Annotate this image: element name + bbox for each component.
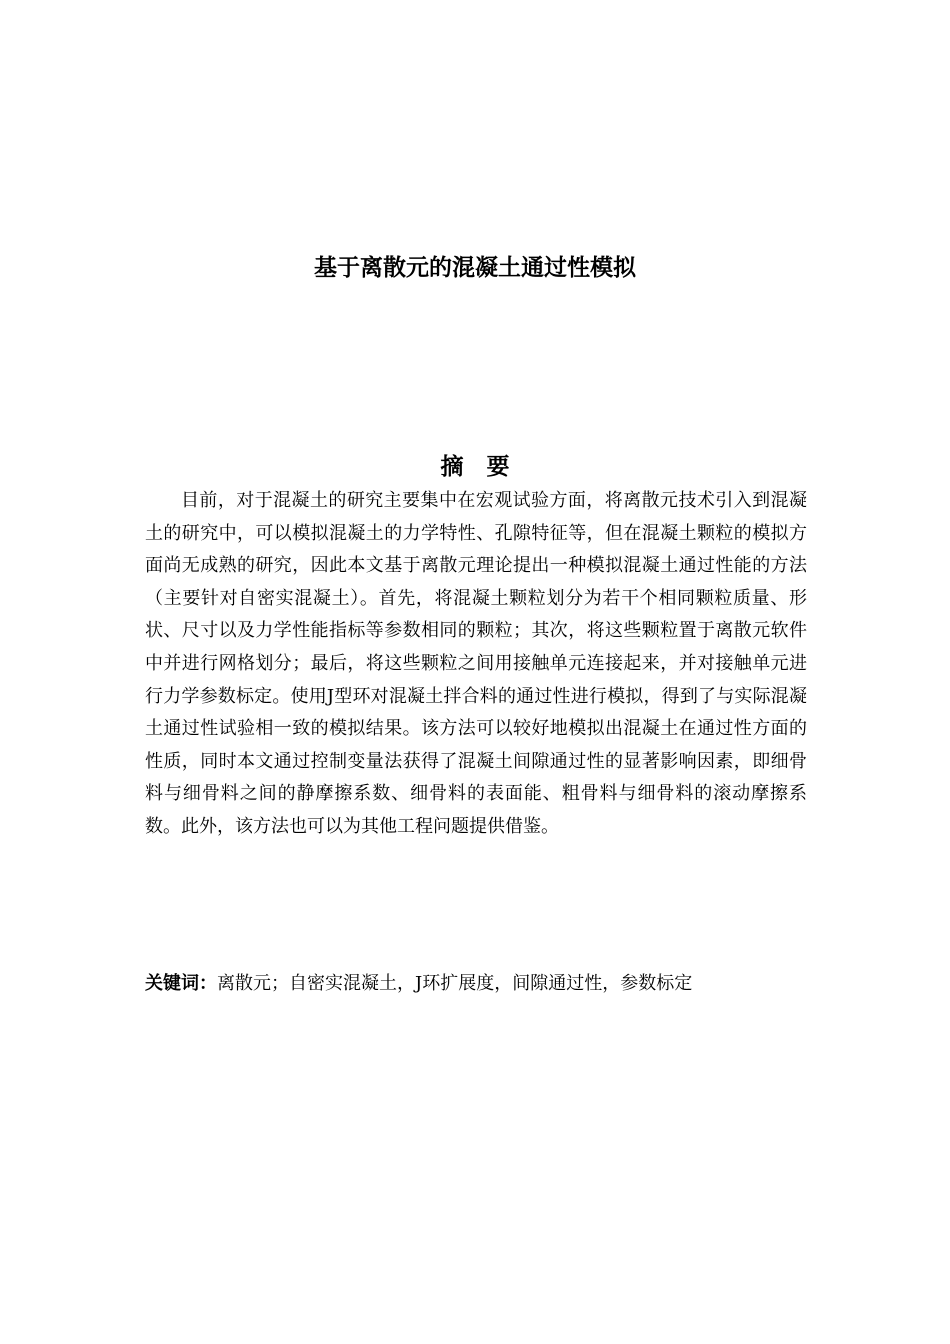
keywords-label: 关键词： [145,973,217,994]
abstract-heading: 摘 要 [440,454,510,480]
keywords-text: 离散元；自密实混凝土，J环扩展度，间隙通过性，参数标定 [217,973,693,994]
keywords-line [145,968,807,1000]
paper-title: 基于离散元的混凝土通过性模拟 [314,255,636,281]
abstract-body: 目前，对于混凝土的研究主要集中在宏观试验方面，将离散元技术引入到混凝土的研究中，可以模拟混凝土的力学特性、孔隙特征等，但在混凝土颗粒的模拟方面尚无成熟的研究，因此本文基于离散元理论提出一种模拟混凝土通过性能的方法（主要针对自密实混凝土）。首先，将混凝土颗粒划分为若干个相同颗粒质量、形状、尺寸以及力学性能指标等参数相同的颗粒；其次，将这些颗粒置于离散元软件中并进行网格划分；最后，将这些颗粒之间用接触单元连接起来，并对接触单元进行力学参数标定。使用J型环对混凝土拌合料的通过性进行模拟，得到了与实际混凝土通过性试验相一致的模拟结果。该方法可以较好地模拟出混凝土在通过性方面的性质，同时本文通过控制变量法获得了混凝土间隙通过性的显著影响因素，即细骨料与细骨料之间的静摩擦系数、细骨料的表面能、粗骨料与细骨料的滚动摩擦系数。此外，该方法也可以为其他工程问题提供借鉴。 [145,490,807,837]
